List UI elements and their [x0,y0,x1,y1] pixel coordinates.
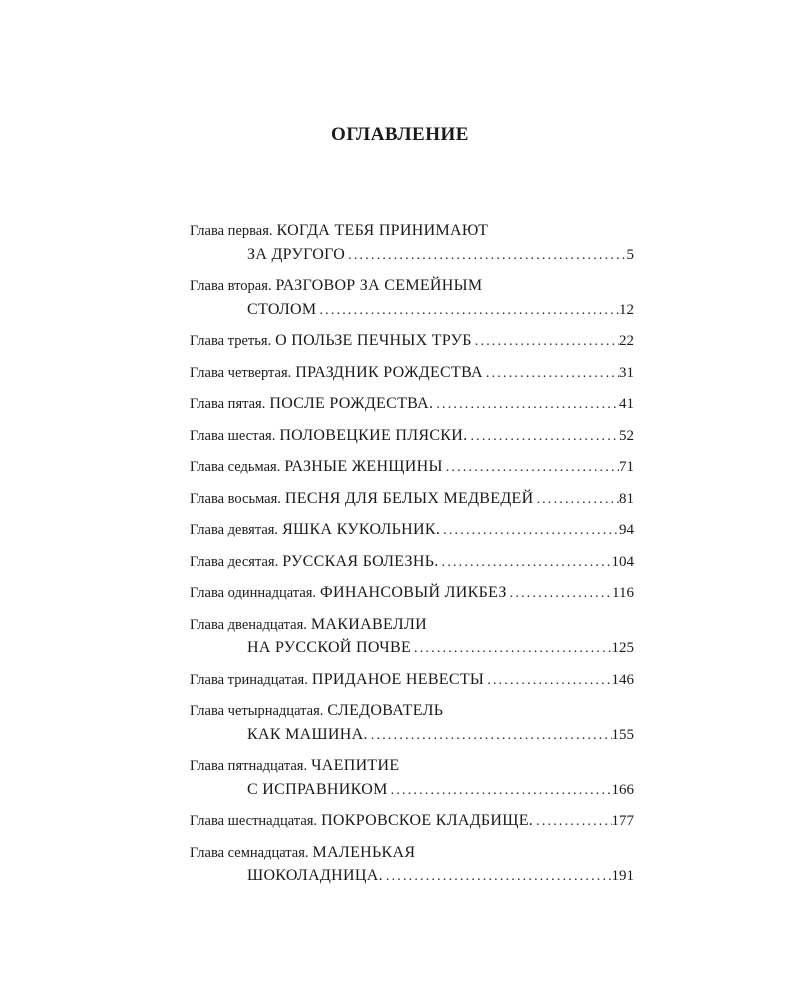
page-number: 31 [619,364,634,381]
page-number: 177 [611,813,634,829]
chapter-label: Глава шестая. [190,427,276,444]
chapter-title: РАЗГОВОР ЗА СЕМЕЙНЫМ [275,277,483,294]
dot-leader [388,779,612,803]
chapter-title: ЯШКА КУКОЛЬНИК. [282,521,441,538]
dot-leader [433,393,619,417]
chapter-label: Глава одиннадцатая. [190,585,317,601]
toc-entry [190,699,634,746]
chapter-title: МАКИАВЕЛЛИ [310,615,427,633]
chapter-title: ПОСЛЕ РОЖДЕСТВА. [269,395,434,412]
page-number: 191 [611,868,634,884]
chapter-title: КОГДА ТЕБЯ ПРИНИМАЮТ [276,222,489,239]
dot-leader [507,582,612,606]
chapter-label: Глава четырнадцатая. [190,703,324,719]
toc-entry [190,455,634,479]
dot-leader [467,425,619,449]
page-number: 94 [619,522,634,538]
dot-leader [483,362,619,386]
dot-leader [533,810,611,834]
toc-entry [190,613,634,660]
page-number: 104 [611,553,634,570]
page-number: 125 [611,640,634,656]
chapter-label: Глава тринадцатая. [190,671,308,688]
toc-entry [190,668,634,692]
page-number: 22 [619,333,634,349]
chapter-label: Глава вторая. [190,278,272,294]
page-number: 146 [611,671,634,688]
dot-leader [345,244,626,268]
chapter-label: Глава первая. [190,223,273,239]
chapter-label: Глава третья. [190,333,272,349]
page-number: 71 [619,459,634,475]
chapter-title: ПРИДАНОЕ НЕВЕСТЫ [311,670,485,688]
chapter-title: О ПОЛЬЗЕ ПЕЧНЫХ ТРУБ [275,332,472,349]
chapter-title: РАЗНЫЕ ЖЕНЩИНЫ [284,458,443,475]
chapter-title-continued: НА РУССКОЙ ПОЧВЕ [247,639,412,656]
dot-leader [440,519,619,543]
chapter-title-continued: КАК МАШИНА. [247,725,368,743]
chapter-title-continued: ШОКОЛАДНИЦА. [247,867,383,884]
page-number: 12 [619,301,634,318]
chapter-title: ЧАЕПИТИЕ [311,757,400,774]
chapter-label: Глава пятнадцатая. [190,758,308,774]
toc-entry [190,581,634,605]
dot-leader [368,724,612,748]
chapter-title-continued: СТОЛОМ [247,300,317,318]
page-number: 81 [619,490,634,507]
toc-entry [190,392,634,416]
dot-leader [411,637,611,661]
dot-leader [472,330,619,354]
chapter-label: Глава четвертая. [190,364,292,381]
toc-entry [190,361,634,385]
chapter-label: Глава седьмая. [190,459,281,475]
chapter-title: ПЕСНЯ ДЛЯ БЕЛЫХ МЕДВЕДЕЙ [284,489,534,507]
chapter-title-continued: С ИСПРАВНИКОМ [247,780,388,798]
chapter-label: Глава семнадцатая. [190,844,309,861]
page-number: 166 [611,781,634,798]
toc-entry [190,841,634,888]
page-number: 155 [611,726,634,743]
dot-leader [443,456,619,480]
chapter-label: Глава десятая. [190,553,279,570]
dot-leader [533,488,619,512]
chapter-title: ФИНАНСОВЫЙ ЛИКБЕЗ [320,584,507,601]
page-number: 5 [626,246,634,263]
toc-entry [190,424,634,448]
toc-list [190,219,634,896]
chapter-label: Глава шестнадцатая. [190,813,318,829]
page-number: 116 [612,585,634,601]
toc-entry [190,809,634,833]
chapter-label: Глава пятая. [190,396,266,412]
chapter-title: РУССКАЯ БОЛЕЗНЬ. [282,552,439,570]
chapter-label: Глава двенадцатая. [190,616,307,633]
chapter-label: Глава девятая. [190,522,279,538]
toc-entry [190,219,634,266]
chapter-title: ПОКРОВСКОЕ КЛАДБИЩЕ. [321,812,534,829]
chapter-title: ПОЛОВЕЦКИЕ ПЛЯСКИ. [279,426,468,444]
toc-heading: ОГЛАВЛЕНИЕ [331,124,469,145]
toc-entry [190,329,634,353]
dot-leader [316,299,619,323]
chapter-title: МАЛЕНЬКАЯ [312,843,416,861]
toc-entry [190,754,634,801]
toc-entry [190,487,634,511]
toc-entry [190,550,634,574]
dot-leader [439,551,612,575]
toc-entry [190,274,634,321]
chapter-label: Глава восьмая. [190,490,281,507]
page-number: 52 [619,427,634,444]
chapter-title-continued: ЗА ДРУГОГО [247,245,346,263]
dot-leader [383,865,612,889]
page-number: 41 [619,396,634,412]
toc-entry [190,518,634,542]
dot-leader [484,669,611,693]
chapter-title: СЛЕДОВАТЕЛЬ [327,702,444,719]
chapter-title: ПРАЗДНИК РОЖДЕСТВА [295,363,483,381]
